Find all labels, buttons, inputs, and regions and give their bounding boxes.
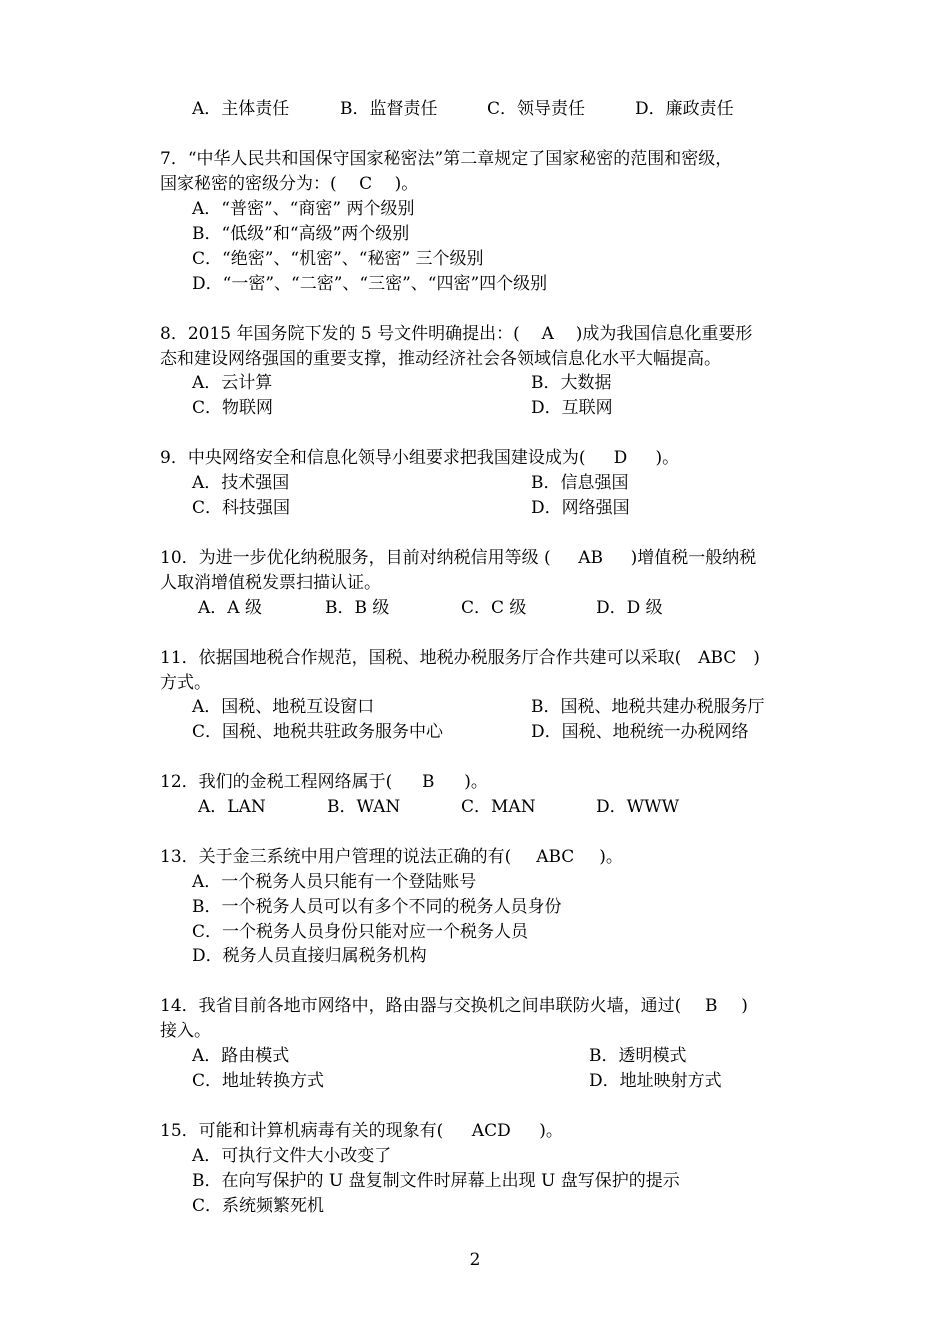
option-b: B．国税、地税共建办税服务厅 <box>531 697 765 717</box>
option-d: D．“一密”、“二密”、“三密”、“四密”四个级别 <box>192 274 548 294</box>
option-b: B．在向写保护的 U 盘复制文件时屏幕上出现 U 盘写保护的提示 <box>192 1171 680 1191</box>
option-b: B．大数据 <box>531 373 612 393</box>
question-7-stem-line2 <box>160 172 418 196</box>
question-7-stem-post: )。 <box>394 174 419 194</box>
page-number: 2 <box>469 1250 481 1270</box>
option-b: B．WAN <box>327 797 401 817</box>
question-10-answer: AB <box>578 548 604 568</box>
option-c: C．物联网 <box>192 398 274 418</box>
option-a: A．技术强国 <box>192 473 290 493</box>
option-c: C．一个税务人员身份只能对应一个税务人员 <box>192 922 529 942</box>
option-c: C．领导责任 <box>487 99 586 119</box>
question-7-stem-pre: 国家秘密的密级分为：( <box>160 174 337 194</box>
question-8-stem-post: )成为我国信息化重要形 <box>575 324 753 344</box>
option-b: B．信息强国 <box>531 473 629 493</box>
question-15-stem-pre: 15．可能和计算机病毒有关的现象有( <box>160 1121 444 1141</box>
option-b: B．“低级”和“高级”两个级别 <box>192 224 410 244</box>
question-12-stem-post: )。 <box>464 772 488 792</box>
option-d: D．互联网 <box>531 398 613 418</box>
option-a: A．“普密”、“商密” 两个级别 <box>192 199 415 219</box>
question-10-stem-post: )增值税一般纳税 <box>630 548 757 568</box>
option-d: D．廉政责任 <box>635 99 734 119</box>
question-7-stem-line1: 7．“中华人民共和国保守国家秘密法”第二章规定了国家秘密的范围和密级， <box>160 149 733 169</box>
question-11-stem-line1 <box>160 646 760 670</box>
option-c: C．MAN <box>461 797 536 817</box>
option-c: C．地址转换方式 <box>192 1071 325 1091</box>
question-7-answer: C <box>359 174 373 194</box>
option-b: B．一个税务人员可以有多个不同的税务人员身份 <box>192 897 562 917</box>
option-a: A．路由模式 <box>192 1046 290 1066</box>
question-14-stem-line1 <box>160 994 748 1018</box>
option-c: C．国税、地税共驻政务服务中心 <box>192 722 444 742</box>
option-a: A．一个税务人员只能有一个登陆账号 <box>192 872 477 892</box>
question-8-stem-line1 <box>160 322 752 346</box>
question-14-stem-pre: 14．我省目前各地市网络中，路由器与交换机之间串联防火墙，通过( <box>160 996 682 1016</box>
option-a: A．LAN <box>198 797 266 817</box>
question-15-stem-post: )。 <box>539 1121 563 1141</box>
option-d: D．地址映射方式 <box>589 1071 722 1091</box>
option-c: C．系统频繁死机 <box>192 1196 325 1216</box>
option-d: D．税务人员直接归属税务机构 <box>192 946 427 966</box>
option-d: D．网络强国 <box>531 498 630 518</box>
question-14-answer: B <box>705 996 718 1016</box>
question-8-answer: A <box>541 324 554 344</box>
question-14-stem-line2: 接入。 <box>160 1021 211 1041</box>
question-13-answer: ABC <box>536 847 575 867</box>
option-c: C．“绝密”、“机密”、“秘密” 三个级别 <box>192 249 484 269</box>
question-11-answer: ABC <box>698 648 737 668</box>
option-a: A．A 级 <box>198 598 262 618</box>
option-d: D．WWW <box>596 797 680 817</box>
question-9-stem-line1 <box>160 446 679 470</box>
question-9-answer: D <box>613 448 628 468</box>
question-11-stem-line2: 方式。 <box>160 673 211 693</box>
question-14-stem-post: ) <box>741 996 748 1016</box>
option-c: C．C 级 <box>461 598 527 618</box>
option-c: C．科技强国 <box>192 498 291 518</box>
question-13-stem-line1 <box>160 845 623 869</box>
option-a: A．云计算 <box>192 373 273 393</box>
option-a: A．主体责任 <box>192 99 290 119</box>
question-12-stem-line1 <box>160 770 488 794</box>
question-8-stem-line2: 态和建设网络强国的重要支撑，推动经济社会各领域信息化水平大幅提高。 <box>160 349 721 369</box>
question-11-stem-post: ) <box>753 648 760 668</box>
option-b: B．监督责任 <box>340 99 438 119</box>
question-12-stem-pre: 12．我们的金税工程网络属于( <box>160 772 393 792</box>
option-d: D．D 级 <box>596 598 663 618</box>
option-b: B．B 级 <box>325 598 390 618</box>
option-d: D．国税、地税统一办税网络 <box>531 722 749 742</box>
question-12-answer: B <box>422 772 435 792</box>
question-8-stem-pre: 8．2015 年国务院下发的 5 号文件明确提出：( <box>160 324 520 344</box>
question-15-stem-line1 <box>160 1119 563 1143</box>
question-15-answer: ACD <box>471 1121 511 1141</box>
question-13-stem-post: )。 <box>599 847 623 867</box>
question-10-stem-line2: 人取消增值税发票扫描认证。 <box>160 573 381 593</box>
option-b: B．透明模式 <box>589 1046 687 1066</box>
option-a: A．可执行文件大小改变了 <box>192 1146 392 1166</box>
question-13-stem-pre: 13．关于金三系统中用户管理的说法正确的有( <box>160 847 512 867</box>
option-a: A．国税、地税互设窗口 <box>192 697 375 717</box>
question-11-stem-pre: 11．依据国地税合作规范，国税、地税办税服务厅合作共建可以采取( <box>160 648 682 668</box>
question-10-stem-line1 <box>160 546 756 570</box>
question-10-stem-pre: 10．为进一步优化纳税服务，目前对纳税信用等级 ( <box>160 548 551 568</box>
question-9-stem-pre: 9．中央网络安全和信息化领导小组要求把我国建设成为( <box>160 448 586 468</box>
question-9-stem-post: )。 <box>655 448 680 468</box>
